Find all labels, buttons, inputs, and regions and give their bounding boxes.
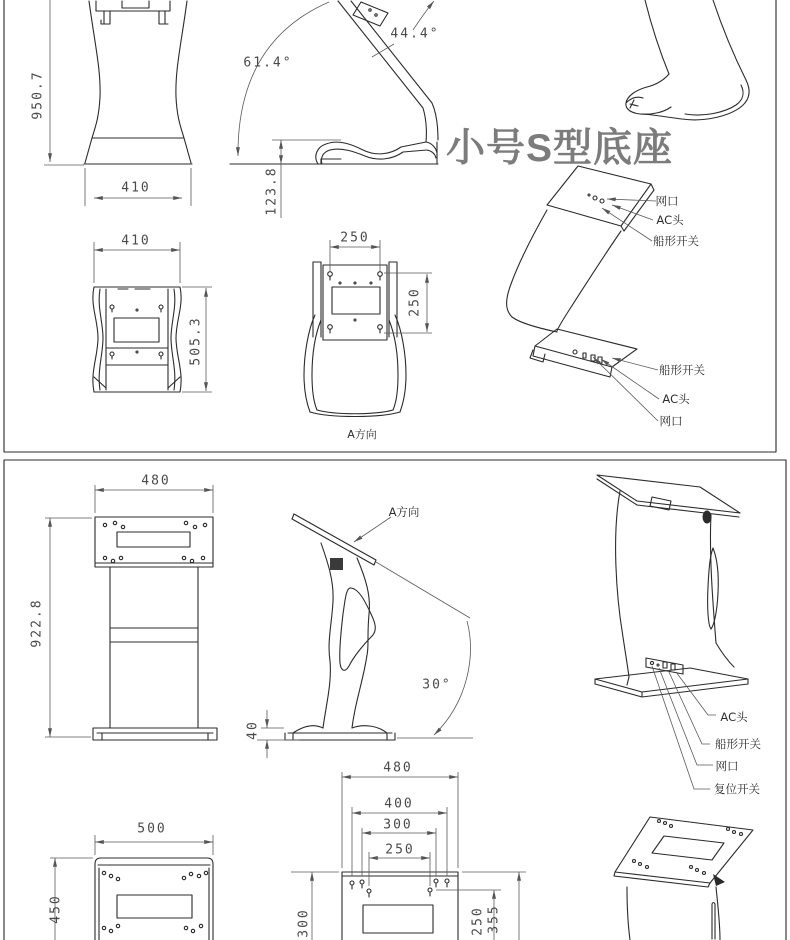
dim-angle-back: 61.4° bbox=[243, 55, 293, 71]
callout-lan-port-upper: 网口 bbox=[655, 194, 679, 208]
callout-reset-switch: 复位开关 bbox=[714, 782, 760, 796]
pedestal-side-view bbox=[230, 1, 438, 164]
handle-hole bbox=[703, 511, 712, 524]
perspective-leg-view bbox=[626, 0, 749, 120]
lectern-perspective-view bbox=[595, 475, 748, 697]
callout-lan-port: 网口 bbox=[715, 759, 739, 773]
dim-top-plate-w2: 400 bbox=[384, 796, 414, 812]
corner-shadow bbox=[713, 874, 725, 886]
a-direction-view bbox=[304, 262, 406, 417]
callout-ac-plug-lower: AC头 bbox=[662, 392, 690, 406]
keyhole-slots bbox=[350, 879, 449, 897]
dim-base-height: 40 bbox=[245, 720, 261, 740]
callout-ac-plug-upper: AC头 bbox=[656, 213, 684, 227]
dim-base-plate-depth: 450 bbox=[48, 894, 64, 924]
sheet-title: 小号S型底座 bbox=[446, 127, 674, 170]
dim-foot-height: 123.8 bbox=[264, 166, 280, 216]
dim-base-plate-width: 500 bbox=[137, 821, 167, 837]
bottom-section-drawing bbox=[0, 455, 790, 940]
callout-lan-port-lower: 网口 bbox=[659, 414, 683, 428]
dim-top-plate-w3: 300 bbox=[383, 817, 413, 833]
pedestal-front-dims bbox=[44, 0, 191, 206]
a-direction-label: A方向 bbox=[347, 428, 377, 441]
dim-tilt-angle: 30° bbox=[422, 677, 452, 693]
screw-holes bbox=[103, 521, 206, 562]
base-plate-view bbox=[95, 858, 213, 940]
dim-lectern-top-width: 480 bbox=[141, 473, 171, 489]
dim-top-plate-w4: 250 bbox=[385, 842, 415, 858]
perspective-kiosk-view bbox=[507, 166, 654, 377]
dim-hole-height: 250 bbox=[407, 287, 423, 317]
dim-top-plate-right-d2: 355 bbox=[486, 904, 502, 934]
top-plate-view bbox=[342, 872, 458, 940]
dim-hole-width: 250 bbox=[340, 230, 370, 246]
dim-plan-width: 410 bbox=[121, 233, 151, 249]
callout-rocker-switch-upper: 船形开关 bbox=[653, 234, 699, 248]
callout-rocker-switch: 船形开关 bbox=[715, 737, 761, 751]
cable-hole bbox=[330, 558, 343, 570]
dim-top-plate-left-depth: 300 bbox=[296, 908, 312, 938]
screw-holes bbox=[633, 820, 743, 875]
pedestal-front-view bbox=[84, 1, 192, 164]
top-plate-perspective bbox=[614, 817, 753, 940]
dim-plan-depth: 505.3 bbox=[188, 316, 204, 366]
dim-angle-screen: 44.4° bbox=[390, 26, 440, 42]
kiosk-callout-leaders bbox=[593, 199, 659, 421]
dim-pedestal-width: 410 bbox=[121, 180, 151, 196]
dim-top-plate-right-d1: 250 bbox=[470, 906, 486, 936]
a-direction-pointer-label: A方向 bbox=[388, 505, 420, 519]
pedestal-plan-view bbox=[93, 287, 181, 392]
dim-lectern-height: 922.8 bbox=[29, 598, 45, 648]
lectern-side-view bbox=[285, 514, 395, 740]
callout-ac-plug: AC头 bbox=[720, 710, 748, 724]
base-plate-dims bbox=[50, 835, 213, 940]
dim-pedestal-height: 950.7 bbox=[30, 70, 46, 120]
dim-top-plate-w1: 480 bbox=[383, 760, 413, 776]
lectern-side-dims bbox=[257, 517, 473, 758]
callout-rocker-switch-lower: 船形开关 bbox=[659, 363, 705, 377]
lectern-front-view bbox=[93, 517, 217, 740]
